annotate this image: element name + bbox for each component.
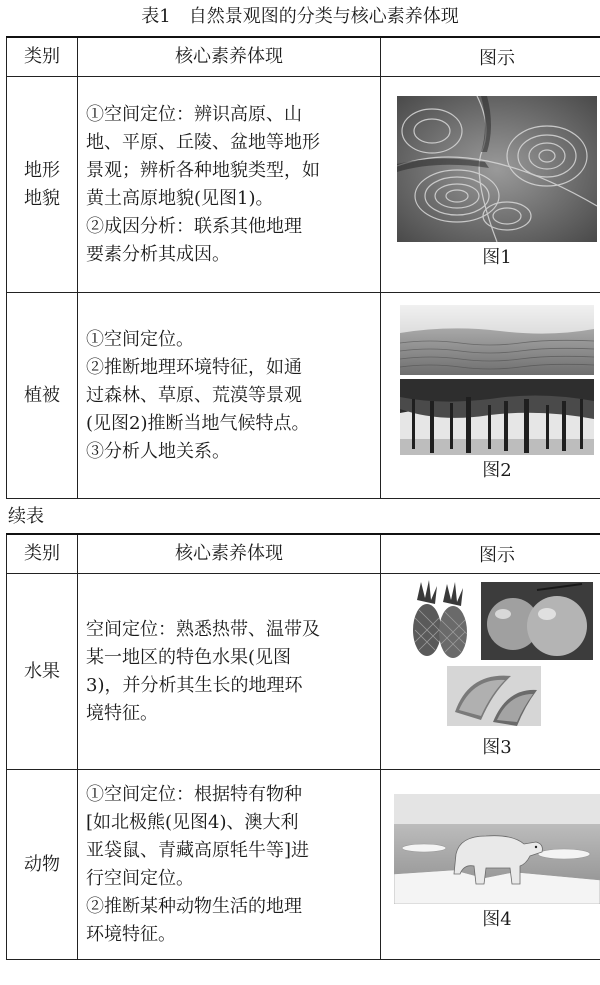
fruit-photos (397, 580, 597, 732)
header-figure: 图示 (381, 37, 600, 77)
table2-header-row (7, 534, 600, 574)
figure-label: 图1 (482, 246, 512, 268)
apple-icon (481, 582, 593, 660)
table-row (7, 77, 600, 293)
header-category: 类别 (7, 37, 78, 77)
table-row (7, 293, 600, 499)
table1-header-row (7, 37, 600, 77)
desert-photo (400, 305, 594, 375)
table-row (7, 574, 600, 770)
figure-label: 图2 (482, 459, 512, 481)
row-description: ①空间定位：辨识高原、山 地、平原、丘陵、盆地等地形 景观；辨析各种地貌类型，如 黄土高原地貌(见图1)。 ②成因分析：联系其他地理 要素分析其成因。 (78, 77, 381, 293)
row-description: 空间定位：熟悉热带、温带及 某一地区的特色水果(见图 3)，并分析其生长的地理环 境特征。 (78, 574, 381, 770)
table2-caption: 续表 (8, 506, 44, 527)
polar-bear-photo (394, 794, 600, 904)
row-figure-cell (381, 574, 600, 770)
table-row (7, 770, 600, 960)
row-category: 地形 地貌 (7, 77, 78, 293)
row-figure-cell (381, 293, 600, 499)
header-category: 类别 (7, 534, 78, 574)
row-description: ①空间定位：根据特有物种 [如北极熊(见图4)、澳大利 亚袋鼠、青藏高原牦牛等]进 行空间定位。 ②推断某种动物生活的地理 环境特征。 (78, 770, 381, 960)
figure-label: 图4 (482, 908, 512, 930)
row-category: 植被 (7, 293, 78, 499)
row-figure-cell (381, 77, 600, 293)
row-category: 动物 (7, 770, 78, 960)
table1 (6, 36, 600, 499)
row-category: 水果 (7, 574, 78, 770)
melon-icon (447, 666, 541, 726)
table2 (6, 533, 600, 960)
row-figure-cell (381, 770, 600, 960)
row-description: ①空间定位。 ②推断地理环境特征，如通 过森林、草原、荒漠等景观 (见图2)推断当地气候特点。 ③分析人地关系。 (78, 293, 381, 499)
pineapple-icon (413, 580, 467, 658)
header-literacy: 核心素养体现 (78, 534, 381, 574)
table1-caption: 表1 自然景观图的分类与核心素养体现 (141, 6, 459, 27)
figure-label: 图3 (482, 736, 512, 758)
header-literacy: 核心素养体现 (78, 37, 381, 77)
header-figure: 图示 (381, 534, 600, 574)
loess-plateau-photo (397, 96, 597, 242)
forest-photo (400, 379, 594, 455)
